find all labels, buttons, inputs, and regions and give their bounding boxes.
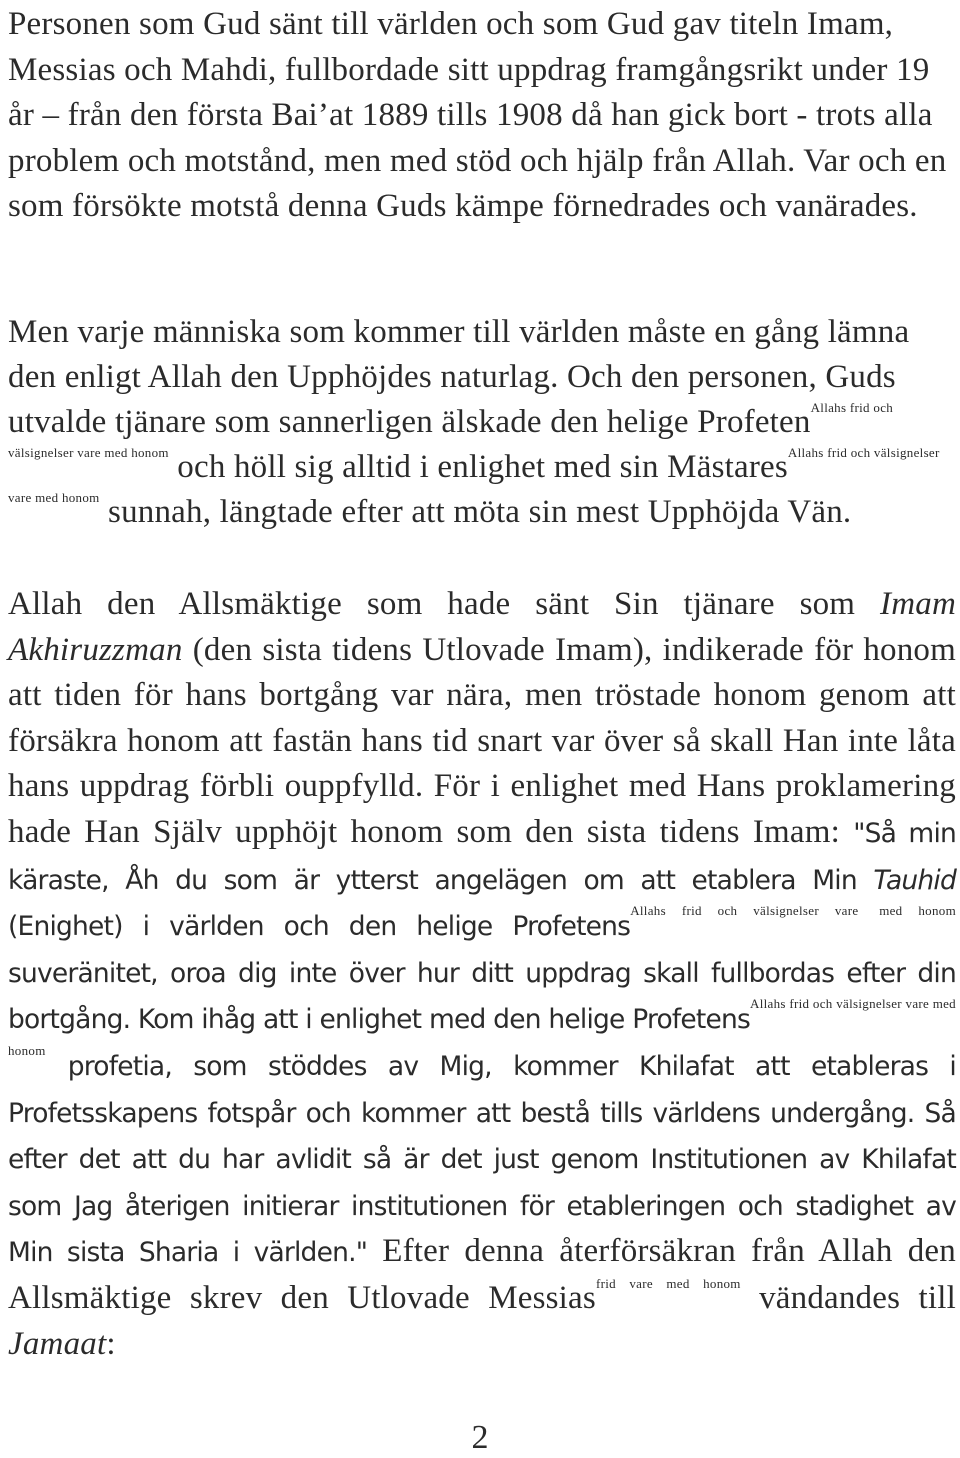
revelation-quote-part-3: suveränitet, oroa dig inte över hur ditt uppdrag skall fullbordas efter din bortgång. Kom ihåg att i enlighet med den helige Profetens (8, 957, 956, 1036)
paragraph-2-text-2: och höll sig alltid i enlighet med sin Mästares (177, 449, 788, 485)
paragraph-3-text-2: (den sista tidens Utlovade Imam), indikerade för honom att tiden för hans bortgång var nära, men tröstade honom genom att försäkra honom att fastän hans tid snart var över så skall Han inte låta hans uppdrag förbli ouppfylld. För i enlighet med Hans proklamering hade Han Själv upphöjt honom som den sista tidens Imam: (8, 631, 956, 850)
honorific-prophet-1a: Allahs frid och (810, 400, 894, 415)
paragraph-2 (8, 310, 956, 535)
honorific-prophet-3b: med honom (879, 903, 956, 919)
paragraph-1 (8, 2, 956, 230)
honorific-messiah: frid vare med honom (595, 1275, 741, 1291)
honorific-prophet-2a: Allahs frid och välsignelser (787, 445, 940, 460)
paragraph-1-text: Personen som Gud sänt till världen och som Gud gav titeln Imam, Messias och Mahdi, fullbordade sitt uppdrag framgångsrikt under 19 år – från den första Bai’at 1889 tills 1908 då han gick bort - trots alla problem och motstånd, men med stöd och hjälp från Allah. Var och en som försökte motstå denna Guds kämpe förnedrades och vanärades. (8, 6, 955, 224)
honorific-prophet-4a: Allahs frid och välsignelser vare med (750, 996, 956, 1012)
revelation-quote-italic-word: Tauhid (873, 864, 956, 896)
honorific-prophet-1b: välsignelser vare med honom (8, 445, 169, 460)
honorific-prophet-4b: honom (8, 1042, 46, 1058)
paragraph-3-text-3: Efter denna återförsäkran från Allah den Allsmäktige skrev den Utlovade Messias (8, 1233, 956, 1316)
revelation-quote-part-2: (Enighet) i världen och den helige Profetens (8, 911, 631, 943)
paragraph-2-text-3: sunnah, längtade efter att möta sin mest Upphöjda Vän. (108, 494, 852, 530)
paragraph-3-text-1: Allah den Allsmäktige som hade sänt Sin tjänare som (8, 586, 881, 622)
honorific-prophet-2b: vare med honom (8, 490, 100, 505)
paragraph-2-text-1: Men varje människa som kommer till världen måste en gång lämna den enligt Allah den Upphöjdes naturlag. Och den personen, Guds utvalde tjänare som sannerligen älskade den helige Profeten (8, 314, 918, 440)
revelation-quote-part-1: "Så min käraste, Åh du som är ytterst angelägen om att etablera Min (8, 817, 957, 896)
paragraph-3-italic-jamaat: Jamaat (8, 1325, 107, 1362)
paragraph-3-text-5: : (106, 1325, 116, 1362)
paragraph-3 (8, 582, 956, 1367)
paragraph-3-italic-title: Imam Akhiruzzman (8, 586, 956, 668)
revelation-quote-part-4: profetia, som stöddes av Mig, kommer Khilafat att etableras i Profetsskapens fotspår och kommer att bestå tills världens undergång. Så efter det att du har avlidit så är det just genom Institutionen av Khilafat som Jag återigen initierar institutionen för etableringen och stadighet av Min sista Sharia i världen." (8, 1050, 956, 1269)
paragraph-3-text-4: vändandes till (740, 1279, 956, 1316)
page-number: 2 (471, 1419, 489, 1456)
honorific-prophet-3a: Allahs frid och välsignelser vare (630, 903, 859, 919)
